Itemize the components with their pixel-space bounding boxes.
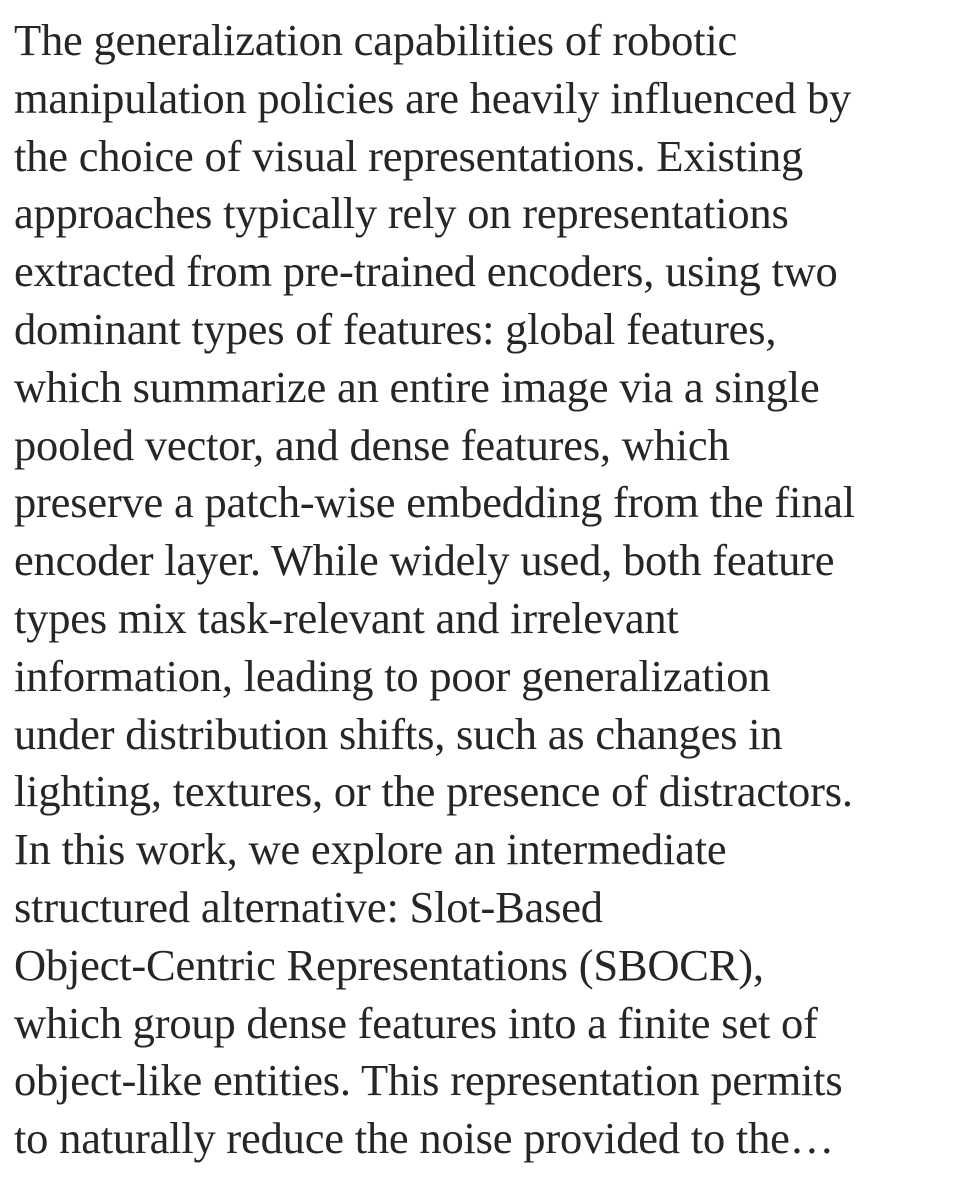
text-line-3: the choice of visual representations. Existing [14,130,804,181]
text-line-13: under distribution shifts, such as changes in [14,708,783,759]
text-line-4: approaches typically rely on representations [14,188,789,239]
abstract-text [14,12,954,1168]
text-line-10: encoder layer. While widely used, both feature [14,535,835,586]
text-line-8: pooled vector, and dense features, which [14,419,730,470]
text-line-17: Object-Centric Representations (SBOCR), [14,939,764,990]
text-line-11: types mix task-relevant and irrelevant [14,592,679,643]
text-line-18: which group dense features into a finite set of [14,997,818,1048]
text-line-12: information, leading to poor generalization [14,650,771,701]
text-line-5: extracted from pre-trained encoders, using two [14,246,838,297]
text-line-2: manipulation policies are heavily influenced by [14,72,852,123]
text-line-16: structured alternative: Slot-Based [14,881,603,932]
text-line-15: In this work, we explore an intermediate [14,824,727,875]
text-line-20: to naturally reduce the noise provided to the… [14,1113,834,1164]
text-line-7: which summarize an entire image via a single [14,361,820,412]
text-line-19: object-like entities. This representation permits [14,1055,843,1106]
text-line-9: preserve a patch-wise embedding from the final [14,477,855,528]
text-line-14: lighting, textures, or the presence of distractors. [14,766,853,817]
text-line-6: dominant types of features: global features, [14,303,777,354]
text-line-1: The generalization capabilities of robotic [14,15,738,65]
